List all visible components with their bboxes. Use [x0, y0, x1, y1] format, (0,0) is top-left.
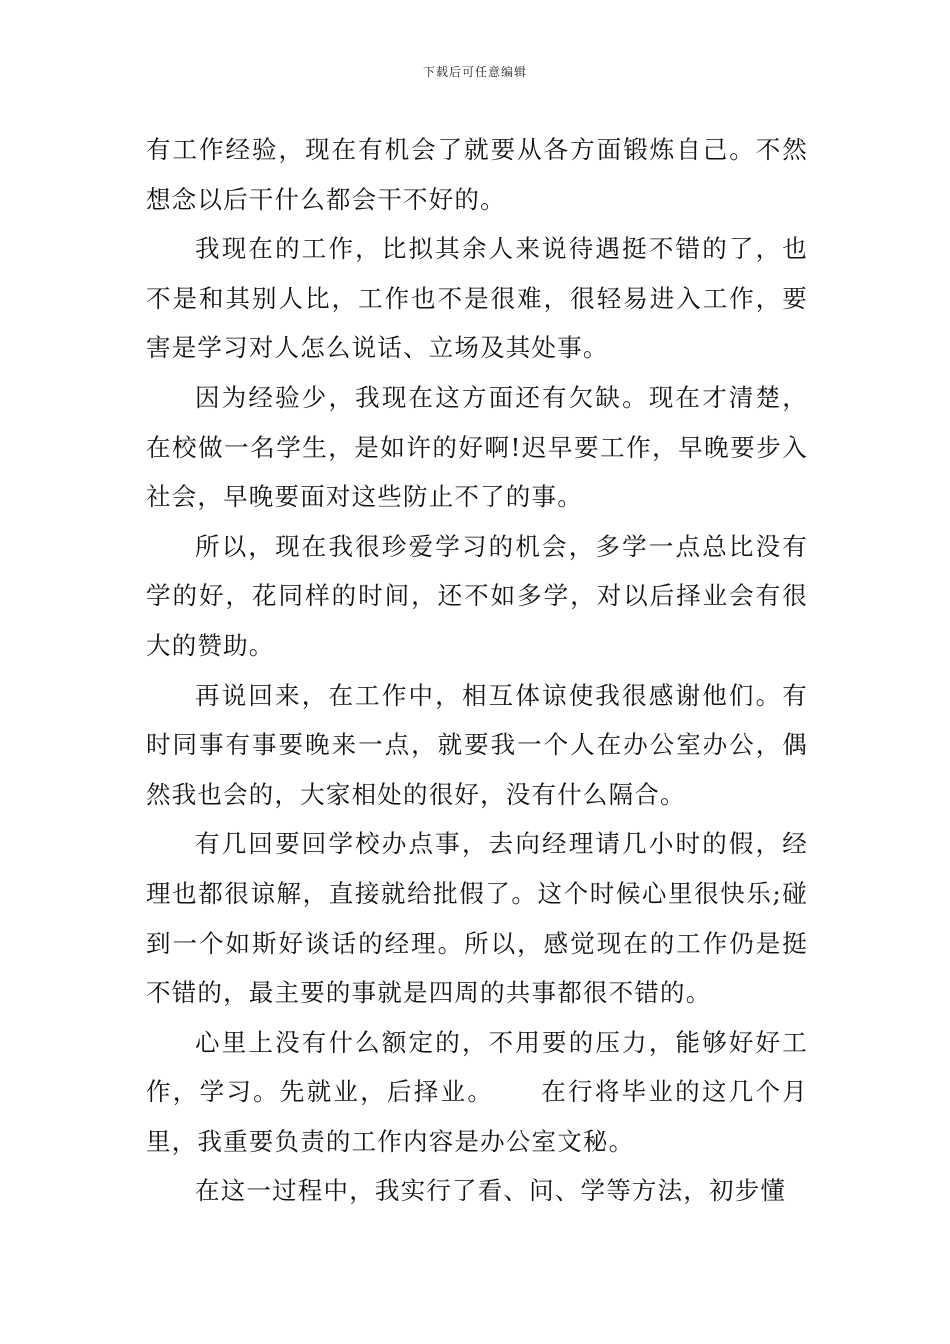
document-body — [146, 125, 808, 1216]
paragraph-2: 我现在的工作，比拟其余人来说待遇挺不错的了，也不是和其别人比，工作也不是很难，很轻易进入工作，要害是学习对人怎么说话、立场及其处事。 — [146, 234, 808, 363]
paragraph-7-part-1: 心里上没有什么额定的，不用要的压力，能够好好工作，学习。先就业，后择业。 — [146, 1027, 808, 1107]
paragraph-7-part-2: 在行将毕业的这几个月里，我重要负责的工作内容是办公室文秘。 — [146, 1077, 808, 1156]
paragraph-7 — [146, 1018, 808, 1167]
paragraph-8: 在这一过程中，我实行了看、问、学等方法，初步懂 — [195, 1176, 787, 1206]
paragraph-5: 再说回来，在工作中，相互体谅使我很感谢他们。有时同事有事要晚来一点，就要我一个人在办公室办公，偶然我也会的，大家相处的很好，没有什么隔合。 — [146, 680, 808, 809]
paragraph-4: 所以，现在我很珍爱学习的机会，多学一点总比没有学的好，花同样的时间，还不如多学，对以后择业会有很大的赞助。 — [146, 531, 808, 660]
paragraph-1: 有工作经验，现在有机会了就要从各方面锻炼自己。不然想念以后干什么都会干不好的。 — [146, 135, 808, 214]
page-header: 下载后可任意编辑 — [422, 65, 527, 79]
paragraph-6: 有几回要回学校办点事，去向经理请几小时的假，经理也都很谅解，直接就给批假了。这个时候心里很快乐;碰到一个如斯好谈话的经理。所以，感觉现在的工作仍是挺不错的，最主要的事就是四周的共事都很不错的。 — [146, 829, 808, 1008]
paragraph-3: 因为经验少，我现在这方面还有欠缺。现在才清楚，在校做一名学生，是如许的好啊!迟早要工作，早晚要步入社会，早晚要面对这些防止不了的事。 — [146, 382, 808, 512]
